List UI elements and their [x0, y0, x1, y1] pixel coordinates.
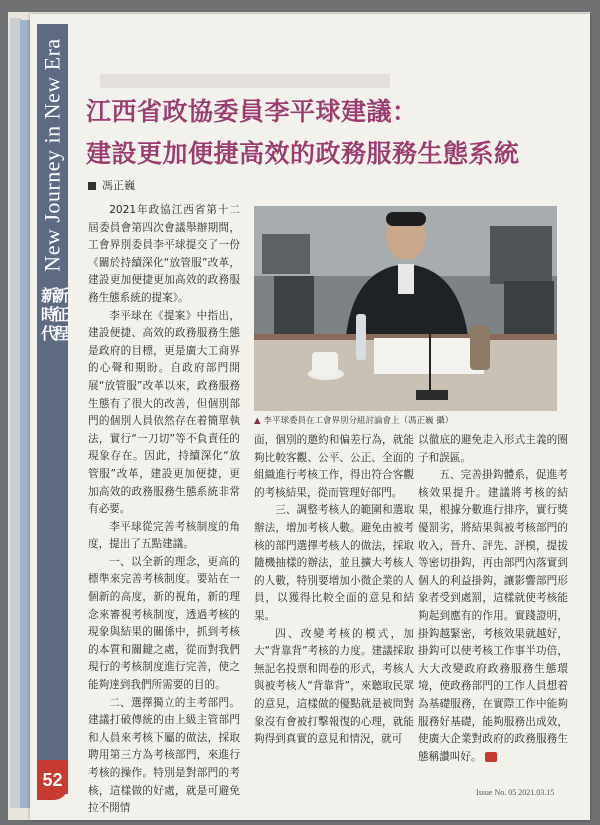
faint-background-heading-icon — [100, 70, 390, 92]
meeting-photo-illustration-icon — [254, 206, 557, 411]
paragraph: 一、以全新的理念，更高的標準來完善考核制度。要站在一個新的高度，新的視角，新的理念來審視考核制度，透過考核的現象與結果的關係中，抓到考核的本質和關鍵之處，從而對我們現行的考核制度進行完善，使之能夠達到我們所需要的目的。 — [88, 555, 240, 692]
article-column-left — [88, 202, 240, 818]
paragraph: 以徹底的避免走入形式主義的圈子和誤區。 — [418, 434, 568, 464]
paragraph — [418, 467, 568, 766]
paragraph: 李平球在《提案》中指出，建設便捷、高效的政務服務生態是政府的目標，更是廣大工商界的心聲和期盼。自政府部門開展“放管服”改革以來，政務服務生態有了很大的改善，但個別部門的個別人員依然存在着簡單執法，實行“一刀切”等不負責任的現象存在。因此，持續深化“放管服”改革，建設更加便捷，更加高效的政務服務生態系統非常有必要。 — [88, 309, 240, 516]
paragraph: 二、選擇獨立的主考部門。建議打破傳統的由上級主管部門和人員來考核下屬的做法，採取聘用第三方為考核部門，來進行考核的操作。特別是對部門的考核，這樣做的好處，就是可避免拉不開情 — [88, 696, 240, 815]
page-number: 52 — [37, 760, 68, 800]
photo-caption — [254, 414, 557, 426]
article-title-line1: 江西省政協委員李平球建議： — [86, 97, 418, 126]
end-mark-icon — [485, 752, 497, 762]
paragraph: 李平球從完善考核制度的角度，提出了五點建議。 — [88, 520, 240, 551]
square-bullet-icon — [88, 182, 96, 190]
side-chinese-col1: 新時代 — [41, 286, 58, 343]
photo-caption-text: 李平球委員在工會界別分組討論會上（馮正巍 攝） — [263, 416, 454, 426]
paragraph: 三、調整考核人的範圍和選取辦法，增加考核人數。避免由被考核的部門選擇考核人的做法，採取隨機抽樣的辦法，並且擴大考核人的人數，特別要增加小微企業的人員，以獲得比較全面的意見和結果。 — [254, 504, 414, 622]
page-edge-blue — [20, 20, 30, 808]
paragraph: 四、改變考核的模式，加大“背靠背”考核的力度。建議採取無記名投票和問卷的形式，考核人與被考核人“背靠背”，來聽取民眾的意見，這樣做的優點就是被問對象沒有會被打擊報復的心理，就能夠得到真實的意見和情況，就可 — [254, 627, 414, 746]
article-title-line2: 建設更加便捷高效的政務服務生態系統 — [86, 139, 520, 168]
article-photo — [254, 206, 557, 411]
triangle-marker-icon: ▲ — [254, 416, 261, 426]
article-column-middle — [254, 432, 414, 749]
side-chinese-col2: 新征程 — [53, 286, 70, 343]
article-column-right — [418, 432, 568, 766]
author-byline — [88, 177, 135, 193]
paragraph: 2021年政協江西省第十二屆委員會第四次會議舉辦期間，工會界別委員李平球提交了一份《關於持續深化“放管服”改革，建設更加便捷更加高效的政務服務生態系統的提案》。 — [88, 204, 240, 304]
paragraph-text: 五、完善掛鈎體系，促進考核效果提升。建議將考核的結果，根據分數進行排序，實行獎優罰劣，將結果與被考核部門的收入，晉升、評先、評模，提拔等密切掛鈎，再由部門內落實到個人的利益掛鈎，讓影響部門形象者受到處罰，這樣就使考核能夠起到應有的作用。實踐證明，掛鈎越緊密，考核效果就越好，掛鈎可以使考核工作事半功倍，大大改變政府政務服務生態環境，使政務部門的工作人員想着為基礎服務，在實際工作中能夠服務好基礎，能夠服務出成效，使廣大企業對政府的政務服務生態稱讚叫好。 — [418, 469, 568, 763]
side-chinese-label — [40, 286, 70, 343]
issue-info: Issue No. 05 2021.03.15 — [476, 788, 555, 797]
author-name: 馮正巍 — [102, 179, 135, 192]
paragraph: 面，個別的邀約和偏差行為，就能夠比較客觀、公平、公正、全面的組織進行考核工作，得出符合客觀的考核結果，從而管理好部門。 — [254, 434, 414, 499]
side-english-text: New Journey in New Era — [40, 38, 65, 272]
side-english-label — [40, 30, 66, 280]
